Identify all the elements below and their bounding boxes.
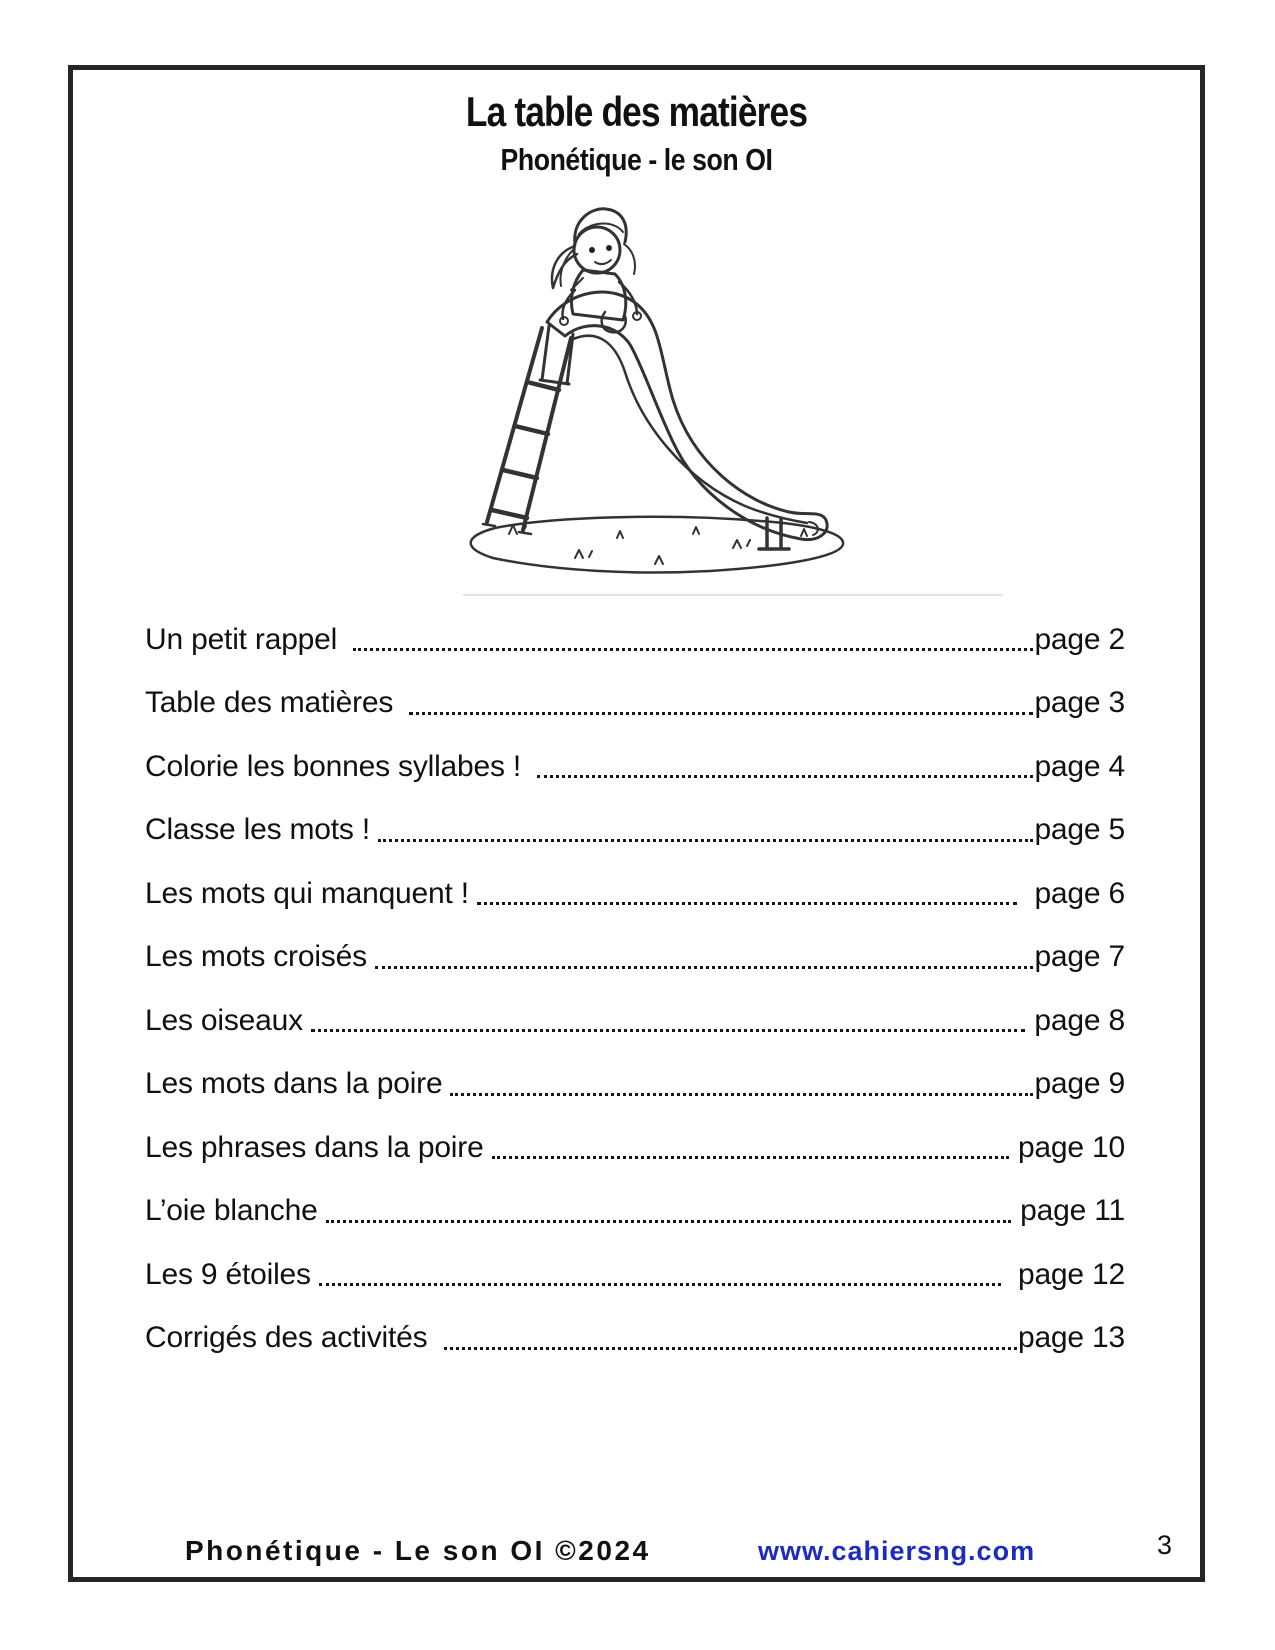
toc-entry-label: Les 9 étoiles <box>145 1257 311 1291</box>
girl-hair-strand <box>561 250 574 286</box>
toc-entry-label: Les mots dans la poire <box>145 1067 443 1101</box>
toc-entry <box>145 735 1125 799</box>
grass-tuft <box>617 531 623 538</box>
toc-entry <box>145 989 1125 1053</box>
toc-entry <box>145 926 1125 990</box>
toc-entry-page: page 8 <box>1026 1003 1125 1037</box>
toc-entry-page: page 3 <box>1034 686 1125 720</box>
girl-head <box>574 227 620 273</box>
toc-entry <box>145 608 1125 672</box>
toc-entry-label: Classe les mots ! <box>145 813 370 847</box>
toc-entry <box>145 1307 1125 1371</box>
toc-entry-page: page 13 <box>1017 1321 1125 1355</box>
toc-entry-label: Les mots croisés <box>145 940 367 974</box>
toc-entry-label: Les phrases dans la poire <box>145 1130 484 1164</box>
ladder-rung <box>515 426 548 434</box>
girl-eye <box>606 245 612 251</box>
toc-entry-page: page 2 <box>1034 622 1125 656</box>
grass-tuft <box>733 540 750 548</box>
toc-entry <box>145 799 1125 863</box>
dotted-leader <box>444 1347 1017 1350</box>
toc-entry-page: page 10 <box>1009 1130 1125 1164</box>
toc-entry-label: Table des matières <box>145 686 402 720</box>
slide-chute <box>547 292 827 539</box>
ground-mound <box>471 517 843 573</box>
toc-entry <box>145 1116 1125 1180</box>
footer-website-link[interactable]: www.cahiersng.com <box>758 1536 1036 1566</box>
toc-entry-page: page 7 <box>1034 940 1125 974</box>
grass-tuft <box>655 556 663 564</box>
toc-entry-page: page 4 <box>1034 749 1125 783</box>
toc-entry-page: page 6 <box>1018 876 1125 910</box>
toc-entry <box>145 1053 1125 1117</box>
page-border <box>68 65 1205 1582</box>
toc-entry-page: page 5 <box>1034 813 1125 847</box>
dotted-leader <box>375 966 1034 969</box>
ground-shadow-line <box>463 594 1003 596</box>
dotted-leader <box>326 1220 1011 1223</box>
girl-on-slide-illustration <box>445 192 875 584</box>
slide-drawing-svg <box>445 192 875 584</box>
girl-pigtail-right <box>624 244 635 274</box>
dotted-leader <box>537 775 1033 778</box>
toc-entry-label: Colorie les bonnes syllabes ! <box>145 749 530 783</box>
toc-list <box>145 608 1125 1370</box>
toc-entry-label: L’oie blanche <box>145 1194 318 1228</box>
toc-entry-page: page 9 <box>1034 1067 1125 1101</box>
toc-entry-label: Corrigés des activités <box>145 1321 436 1355</box>
toc-entry-label: Les mots qui manquent ! <box>145 876 469 910</box>
ladder-rung <box>492 510 527 518</box>
ladder-rung <box>503 470 537 478</box>
dotted-leader <box>353 648 1033 651</box>
dotted-leader <box>311 1029 1025 1032</box>
slide-trough-line <box>571 336 807 523</box>
girl-smile <box>595 260 611 264</box>
page-title: La table des matières <box>465 88 808 135</box>
girl-eye <box>589 247 595 253</box>
toc-entry <box>145 862 1125 926</box>
toc-entry-label: Un petit rappel <box>145 622 346 656</box>
toc-entry <box>145 1180 1125 1244</box>
footer-booklet-title: Phonétique - Le son OI ©2024 <box>185 1535 651 1566</box>
toc-entry-page: page 11 <box>1012 1194 1125 1228</box>
page-subtitle: Phonétique - le son OI <box>500 142 773 177</box>
toc-entry <box>145 672 1125 736</box>
dotted-leader <box>319 1283 1001 1286</box>
toc-entry <box>145 1243 1125 1307</box>
dotted-leader <box>450 1093 1033 1096</box>
dotted-leader <box>492 1156 1009 1159</box>
dotted-leader <box>409 712 1033 715</box>
grass-tuft <box>575 550 592 558</box>
page-number: 3 <box>1156 1530 1172 1560</box>
grass-tuft <box>693 527 699 534</box>
dotted-leader <box>477 902 1017 905</box>
toc-entry-label: Les oiseaux <box>145 1003 303 1037</box>
dotted-leader <box>378 839 1033 842</box>
toc-entry-page: page 12 <box>1001 1257 1125 1291</box>
grass-tuft <box>801 529 807 536</box>
